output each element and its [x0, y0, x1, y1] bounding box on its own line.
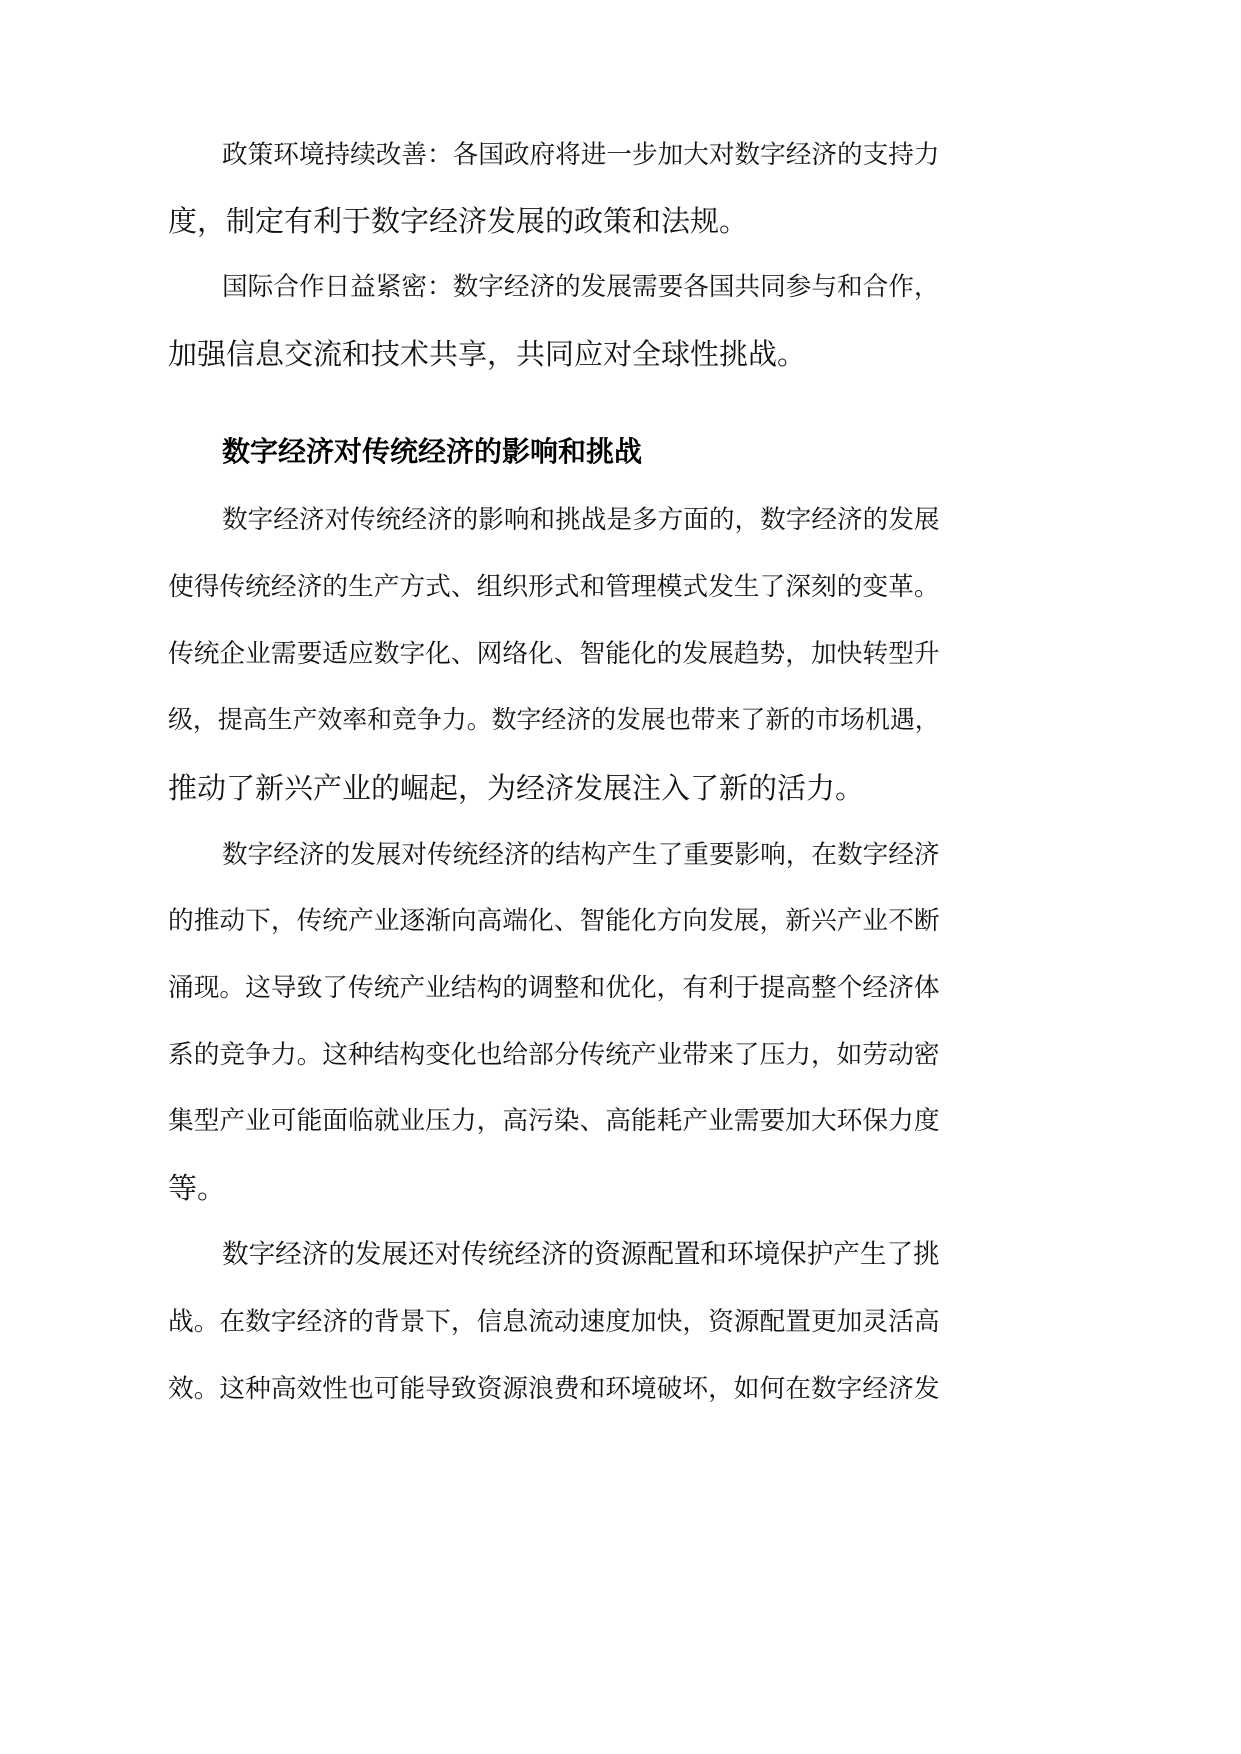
section-paragraph-2-line-1: 数字经济的发展对传统经济的结构产生了重要影响，在数字经济 — [222, 840, 940, 870]
section-paragraph-1-line-1: 数字经济对传统经济的影响和挑战是多方面的，数字经济的发展 — [222, 505, 940, 535]
paragraph-1-line-1: 政策环境持续改善：各国政府将进一步加大对数字经济的支持力 — [222, 140, 940, 170]
section-paragraph-3-line-2: 战。在数字经济的背景下，信息流动速度加快，资源配置更加灵活高 — [168, 1307, 940, 1337]
section-paragraph-1-line-4: 级，提高生产效率和竞争力。数字经济的发展也带来了新的市场机遇， — [168, 705, 940, 734]
section-paragraph-1-line-3: 传统企业需要适应数字化、网络化、智能化的发展趋势，加快转型升 — [168, 639, 940, 669]
section-paragraph-2-line-5: 集型产业可能面临就业压力，高污染、高能耗产业需要加大环保力度 — [168, 1106, 940, 1136]
section-paragraph-3-line-1: 数字经济的发展还对传统经济的资源配置和环境保护产生了挑 — [222, 1239, 940, 1270]
paragraph-2-line-2: 加强信息交流和技术共享，共同应对全球性挑战。 — [168, 337, 807, 371]
section-paragraph-2-line-3: 涌现。这导致了传统产业结构的调整和优化，有利于提高整个经济体 — [168, 973, 940, 1003]
paragraph-1-line-2: 度，制定有利于数字经济发展的政策和法规。 — [168, 204, 749, 238]
section-paragraph-1-line-2: 使得传统经济的生产方式、组织形式和管理模式发生了深刻的变革。 — [168, 572, 940, 602]
section-paragraph-3-line-3: 效。这种高效性也可能导致资源浪费和环境破坏，如何在数字经济发 — [168, 1374, 940, 1404]
section-heading: 数字经济对传统经济的影响和挑战 — [222, 435, 643, 468]
section-paragraph-1-line-5: 推动了新兴产业的崛起，为经济发展注入了新的活力。 — [168, 771, 865, 805]
paragraph-2-line-1: 国际合作日益紧密：数字经济的发展需要各国共同参与和合作， — [222, 272, 940, 302]
section-paragraph-2-line-2: 的推动下，传统产业逐渐向高端化、智能化方向发展，新兴产业不断 — [168, 906, 940, 936]
section-paragraph-2-line-4: 系的竞争力。这种结构变化也给部分传统产业带来了压力，如劳动密 — [168, 1040, 940, 1070]
section-paragraph-2-line-6: 等。 — [168, 1171, 227, 1205]
